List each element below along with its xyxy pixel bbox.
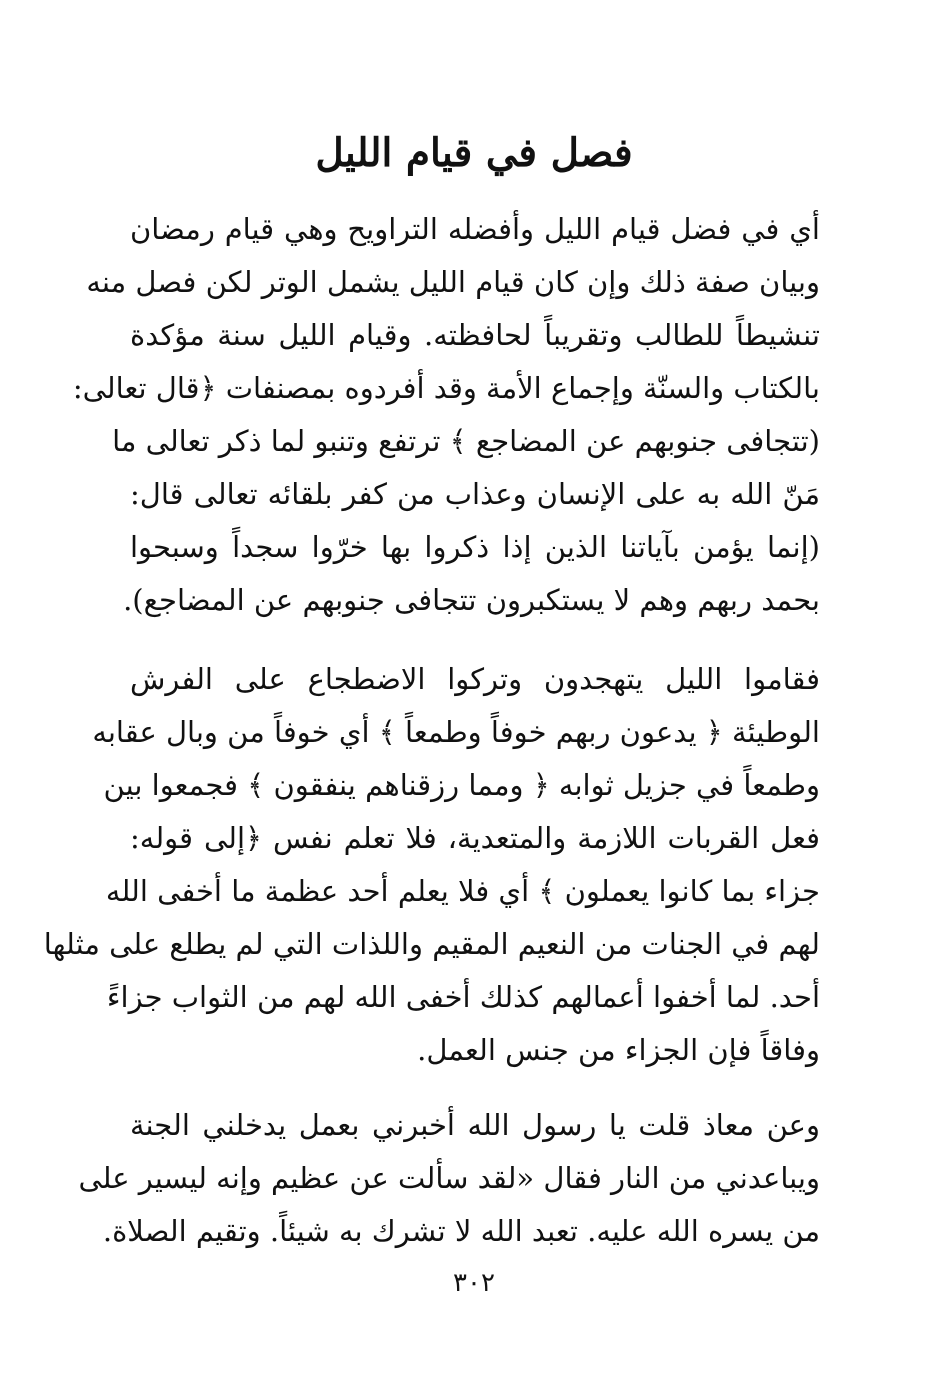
text-line: لهم في الجنات من النعيم المقيم واللذات التي لم يطلع على مثلها — [43, 927, 820, 961]
text-line: وفاقاً فإن الجزاء من جنس العمل. — [417, 1033, 820, 1067]
text-line: بالكتاب والسنّة وإجماع الأمة وقد أفردوه بمصنفات ﴿قال تعالى: — [72, 371, 820, 405]
text-line: من يسره الله عليه. تعبد الله لا تشرك به شيئاً. وتقيم الصلاة. — [102, 1214, 820, 1248]
text-line: وطمعاً في جزيل ثوابه ﴿ ومما رزقناهم ينفقون ﴾ فجمعوا بين — [103, 768, 820, 802]
text-line: أي في فضل قيام الليل وأفضله التراويح وهي قيام رمضان — [130, 212, 820, 246]
text-line: ويباعدني من النار فقال «لقد سألت عن عظيم وإنه ليسير على — [78, 1161, 820, 1195]
text-line: فقاموا الليل يتهجدون وتركوا الاضطجاع على الفرش — [130, 662, 820, 696]
text-line: مَنّ الله به على الإنسان وعذاب من كفر بلقائه تعالى قال: — [130, 477, 820, 511]
paragraph-1 — [72, 203, 820, 627]
chapter-title: فصل في قيام الليل — [315, 130, 633, 176]
text-line: فعل القربات اللازمة والمتعدية، فلا تعلم نفس ﴿إلى قوله: — [130, 821, 820, 855]
text-line: وعن معاذ قلت يا رسول الله أخبرني بعمل يدخلني الجنة — [130, 1108, 820, 1142]
paragraph-2 — [43, 653, 820, 1077]
paragraph-3 — [78, 1099, 820, 1258]
text-line: جزاء بما كانوا يعملون ﴾ أي فلا يعلم أحد عظمة ما أخفى الله — [105, 874, 820, 908]
text-line: تنشيطاً للطالب وتقريباً لحافظته. وقيام الليل سنة مؤكدة — [130, 318, 820, 352]
text-line: (تتجافى جنوبهم عن المضاجع ﴾ ترتفع وتنبو لما ذكر تعالى ما — [112, 424, 820, 458]
text-line: الوطيئة ﴿ يدعون ربهم خوفاً وطمعاً ﴾ أي خوفاً من وبال عقابه — [92, 715, 820, 749]
text-line: (إنما يؤمن بآياتنا الذين إذا ذكروا بها خرّوا سجداً وسبحوا — [130, 530, 820, 564]
page-number: ٣٠٢ — [453, 1268, 495, 1298]
text-line: وبيان صفة ذلك وإن كان قيام الليل يشمل الوتر لكن فصل منه — [86, 265, 820, 299]
text-line: بحمد ربهم وهم لا يستكبرون تتجافى جنوبهم عن المضاجع). — [123, 583, 820, 617]
text-line: أحد. لما أخفوا أعمالهم كذلك أخفى الله لهم من الثواب جزاءً — [106, 980, 820, 1014]
